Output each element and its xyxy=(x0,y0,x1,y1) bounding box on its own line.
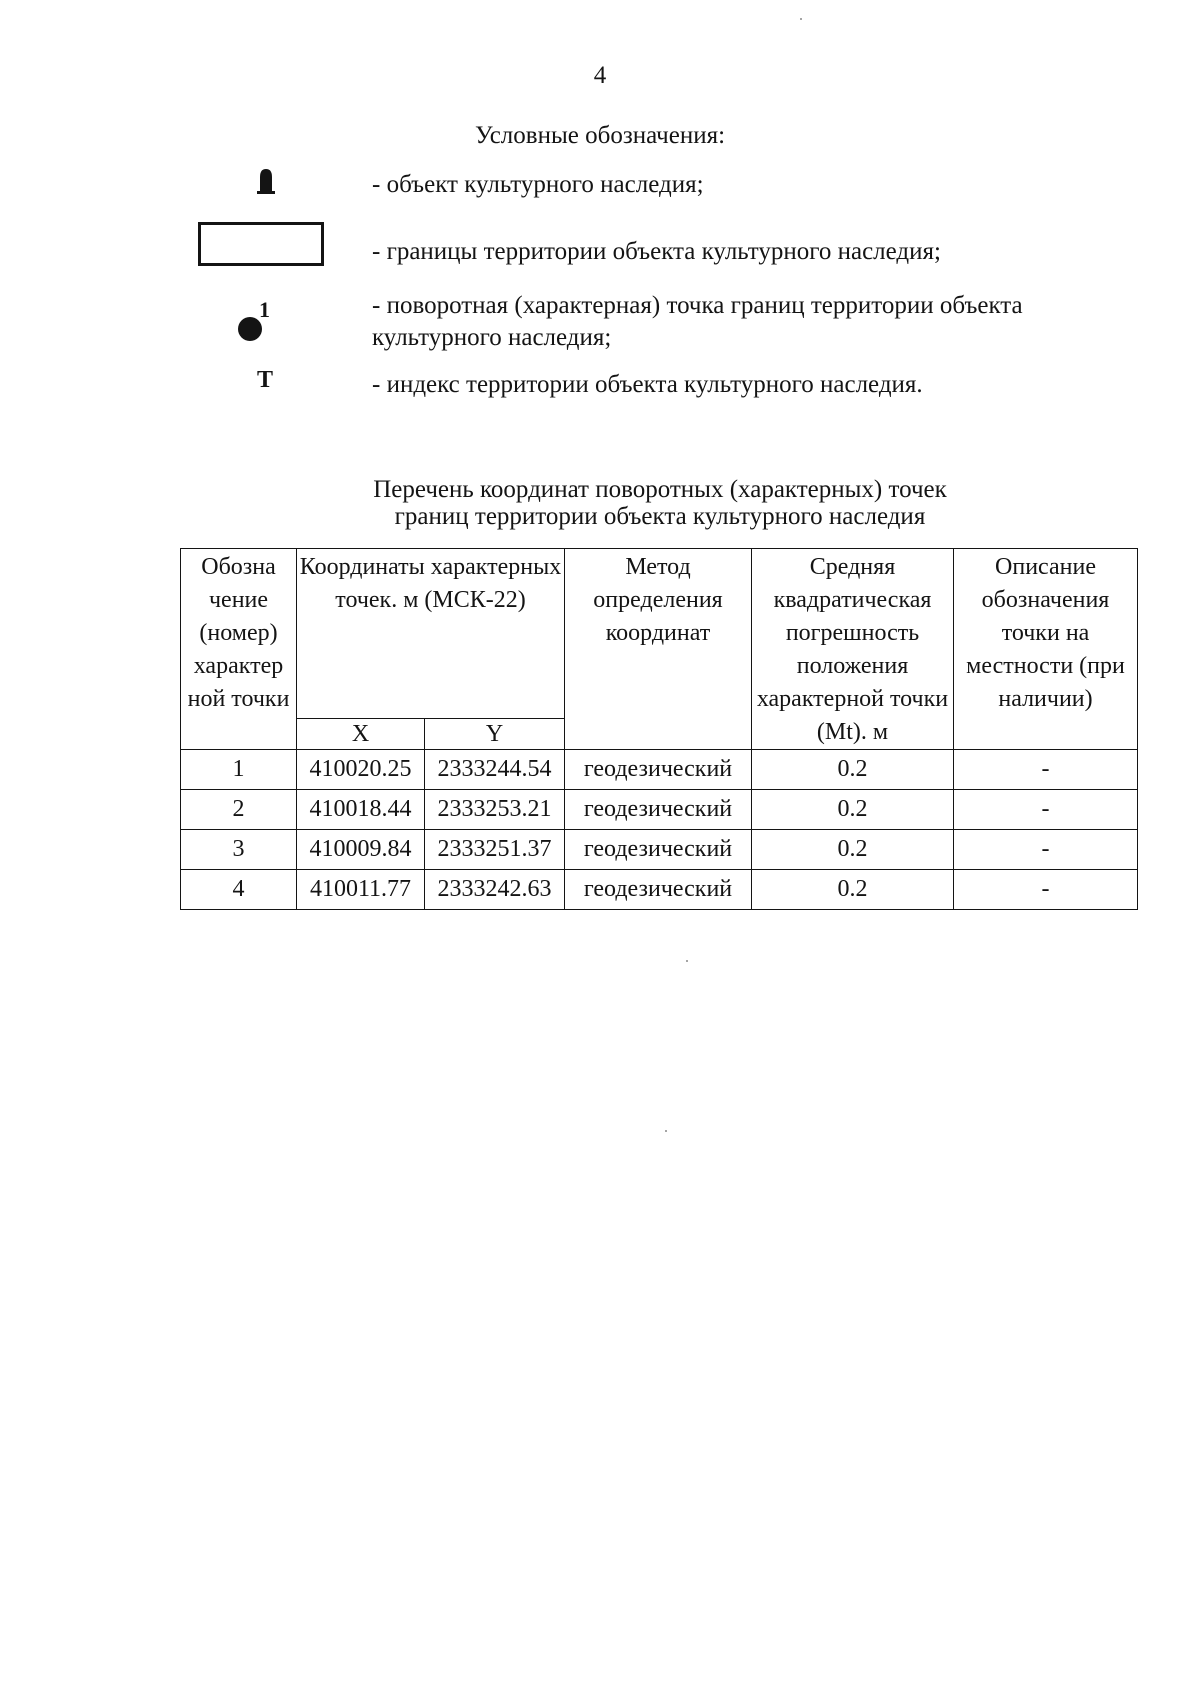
turning-point-number: 1 xyxy=(259,297,270,322)
mean-error: 0.2 xyxy=(752,830,954,870)
coordinates-table xyxy=(180,548,1138,910)
description: - xyxy=(954,790,1138,830)
header-coordinates: Координаты характерных точек. м (МСК-22) xyxy=(297,549,565,719)
header-designation: Обозна чение (номер) характер ной точки xyxy=(181,549,297,750)
mean-error: 0.2 xyxy=(752,870,954,910)
legend-text-territory-boundary: - границы территории объекта культурного наследия; xyxy=(372,238,941,265)
header-method: Метод определения координат xyxy=(565,549,752,750)
coord-y: 2333244.54 xyxy=(425,750,565,790)
header-description: Описание обозначения точки на местности (при наличии) xyxy=(954,549,1138,750)
coord-x: 410011.77 xyxy=(297,870,425,910)
table-row xyxy=(181,790,1138,830)
header-y: Y xyxy=(425,719,565,750)
coord-x: 410009.84 xyxy=(297,830,425,870)
header-x: X xyxy=(297,719,425,750)
coord-x: 410020.25 xyxy=(297,750,425,790)
mean-error: 0.2 xyxy=(752,790,954,830)
boundary-rectangle-icon xyxy=(198,222,324,266)
table-row xyxy=(181,870,1138,910)
table-row xyxy=(181,830,1138,870)
page-number: 4 xyxy=(593,62,607,89)
legend-text-heritage-object: - объект культурного наследия; xyxy=(372,171,704,198)
point-number: 3 xyxy=(181,830,297,870)
table-title-line-1: Перечень координат поворотных (характерных) точек xyxy=(373,476,947,503)
mean-error: 0.2 xyxy=(752,750,954,790)
scan-speck xyxy=(665,1130,667,1132)
description: - xyxy=(954,830,1138,870)
coord-x: 410018.44 xyxy=(297,790,425,830)
method: геодезический xyxy=(565,750,752,790)
table-row xyxy=(181,750,1138,790)
coord-y: 2333242.63 xyxy=(425,870,565,910)
description: - xyxy=(954,870,1138,910)
legend-text-territory-index: - индекс территории объекта культурного наследия. xyxy=(372,371,923,398)
header-error: Средняя квадратическая погрешность положения характерной точки (Mt). м xyxy=(752,549,954,750)
scan-speck xyxy=(800,18,802,20)
method: геодезический xyxy=(565,790,752,830)
method: геодезический xyxy=(565,830,752,870)
coord-y: 2333251.37 xyxy=(425,830,565,870)
legend-text-turning-point: - поворотная (характерная) точка границ территории объекта культурного наследия; xyxy=(372,292,1023,351)
coord-y: 2333253.21 xyxy=(425,790,565,830)
table-title xyxy=(0,476,1200,530)
table-title-line-2: границ территории объекта культурного наследия xyxy=(394,503,926,530)
scan-speck xyxy=(686,960,688,962)
legend-title: Условные обозначения: xyxy=(475,122,726,149)
point-number: 2 xyxy=(181,790,297,830)
description: - xyxy=(954,750,1138,790)
point-number: 4 xyxy=(181,870,297,910)
monument-icon xyxy=(257,168,275,194)
method: геодезический xyxy=(565,870,752,910)
territory-index-icon: Т xyxy=(257,367,274,393)
point-number: 1 xyxy=(181,750,297,790)
